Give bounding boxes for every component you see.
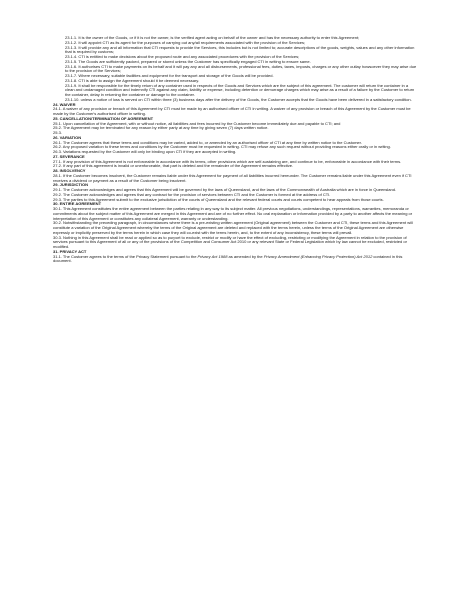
section-heading-26-variation: 26. VARIATION	[53, 134, 82, 140]
section-heading-25-cancellation-termination-of-agreement: 25. CANCELLATION/TERMINATION OF AGREEMENT	[53, 115, 154, 121]
clause-paragraph: 30.3. Nothing in this Agreement shall be read or applied so as to purport to exclude, restrict or modify or have the effect of excluding, restricting or modifying the Agreement in relation to the provision of services pursuant to this Agreement of all or any of the provisions of the Competition and Consumer Act 2010 or any relevant State or Federal Legislation which by law cannot be excluded, restricted or modified.	[53, 234, 407, 249]
clause-text: as amended by the	[227, 253, 264, 259]
clause-item: 23.1.4. CTI is entitled to make decisions about the proposed route and any associated procedures with the provision of the Services;	[65, 54, 300, 59]
section-heading-24-waiver: 24. WAIVER	[53, 101, 76, 107]
clause-paragraph: 25.3.	[53, 130, 62, 135]
clause-paragraph: 25.1. Upon cancellation of the Agreement, with or without notice, all liabilities and fees incurred by the Customer become immediately due and payable to CTI; and	[53, 120, 341, 126]
document-page	[53, 36, 418, 264]
clause-item: 23.1.9. It shall be responsible for the timely return of any container used in respects of the Goods and Services which are the subject of this agreement. The customer will return the container in a clean and undamaged condition and indemnify CTI against any claim, liability or expense, including detention or demurrage charges which may arise as a result of a failure by the Customer to return the container, delay in returning the container or damage to the container.	[65, 82, 415, 97]
clause-paragraph: 30.2. Notwithstanding the preceding paragraph, in circumstances where there is a pre-existing written agreement (Original agreement) between the Customer and CTI, these terms and this Agreement will constitute a variation of the Original Agreement whereby the terms of the Original agreement are deleted and replaced with the terms herein, unless the terms of the Original Agreement are otherwise expressly or implicitly preserved by the terms herein in which case they will co-exist with the terms herein, and, to the extent of any inconsistency, these terms will prevail.	[53, 220, 413, 235]
section-heading-31-privacy-act: 31. PRIVACY ACT	[53, 248, 87, 254]
section-heading-30-entire-agreement: 30. ENTIRE AGREEMENT	[53, 201, 102, 207]
clause-item: 23.1.6. It authorises CTI to make payments on its behalf and it will pay any and all disbursements, professional fees, duties, taxes, imposts, charges or any other outlay howsoever they may arise due to the provision of the Services;	[65, 63, 417, 74]
act-title: Privacy Amendment (Enhancing Privacy Protection) Act 2012	[263, 253, 373, 259]
clause-paragraph: 26.2. Any proposed variation to these terms and conditions by the Customer must be requested in writing. CTI may refuse any such request without providing reasons either orally or in writing.	[53, 144, 391, 150]
privacy-clause	[53, 255, 418, 265]
clause-text: 31.1. The Customer agrees to the terms of the Privacy Statement pursuant to the	[53, 253, 198, 259]
clause-item: 23.1.8. CTI is able to assign the Agreement should it be deemed necessary.	[65, 77, 200, 83]
clause-paragraph: 24.1. A waiver of any provision or breach of this Agreement by CTI must be made by an authorised officer of CTI in writing. A waiver of any provision or breach of this Agreement by the Customer must be made by the Customer's authorised officer in writing.	[53, 106, 411, 116]
clause-paragraph: 26.3. Variations requested by the Customer will only be binding upon CTI if they are accepted in writing.	[53, 149, 237, 154]
clause-paragraph: 28.1. If the Customer becomes insolvent, the Customer remains liable under this Agreement for payment of all liabilities incurred hereunder. The Customer remains liable under this Agreement even if CTI receives a dividend or payment as a result of the Customer being insolvent.	[53, 172, 412, 183]
section-heading-28-insolvency: 28. INSOLVENCY	[53, 168, 86, 173]
clause-paragraph: 29.1. The Customer acknowledges and agrees that this Agreement will be governed by the laws of Queensland, and the laws of the Commonwealth of Australia which are in force in Queensland.	[53, 187, 397, 192]
clause-item: 23.1.2. It will appoint CTI as its agent for the purposes of carrying out any/all requirements associated with the provision of the Services;	[65, 39, 306, 45]
clause-paragraph: 29.3. The parties to this Agreement submit to the exclusive jurisdiction of the courts of Queensland and the relevant federal courts and courts competent to hear appeals from those courts.	[53, 196, 384, 202]
clause-item: 23.1.5. The Goods are sufficiently packed, prepared or stored unless the Customer has specifically engaged CTI in writing to ensure same.	[65, 58, 311, 64]
section-heading-27-severance: 27. SEVERANCE	[53, 153, 85, 159]
clause-item: 23.1.7. Where necessary, suitable facilities and equipment for the transport and storage of the Goods will be provided.	[65, 73, 274, 78]
act-title: Privacy Act 1988	[197, 253, 228, 259]
clause-paragraph: 25.2. The Agreement may be terminated for any reason by either party at any time by giving seven (7) days written notice.	[53, 125, 269, 131]
clause-paragraph: 30.1. This Agreement constitutes the entire agreement between the parties relating in any way to its subject matter. All previous negotiations, understandings, representations, warranties, memoranda or commitments about the subject matter of this Agreement are merged in this Agreement and are of no further effect. No oral explanation or information provided by a party to another affects the meaning or interpretation of this Agreement or constitutes any collateral Agreement, warranty or understanding.	[53, 206, 413, 221]
clause-paragraph: 27.1. If any provision of this Agreement is not enforceable in accordance with its terms, other provisions which are self-sustaining are, and continue to be, enforceable in accordance with their terms.	[53, 158, 402, 164]
clause-paragraph: 27.2. If any part of this agreement is invalid or unenforceable, that part is deleted and the remainder of the Agreement remains effective.	[53, 163, 294, 169]
clause-paragraph: 29.2. The Customer acknowledges and agrees that any contract for the provision of services between CTI and the Customer is formed at the address of CTI.	[53, 191, 331, 197]
clause-item: 23.1.10. unless a notice of loss is served on CTI within three (3) business days after the delivery of the Goods, the Customer accepts that the Goods have been delivered in a satisfactory condition.	[65, 96, 412, 102]
section-heading-29-jurisdiction: 29. JURISDICTION	[53, 182, 88, 188]
clause-item: 23.1.3. It will provide any and all information that CTI requests to provide the Services, this includes but is not limited to; accurate descriptions of the goods, weights, values and any other information that is required by customs;	[65, 44, 415, 55]
clause-paragraph: 26.1. The Customer agrees that these terms and conditions may be varied, added to, or amended by an authorised officer of CTI at any time by written notice to the Customer.	[53, 139, 362, 145]
clause-text: contained in this document.	[53, 253, 403, 264]
clause-item: 23.1.1. It is the owner of the Goods, or if it is not the owner, is the verified agent acting on behalf of the owner and has the necessary authority to enter this Agreement;	[65, 35, 360, 40]
